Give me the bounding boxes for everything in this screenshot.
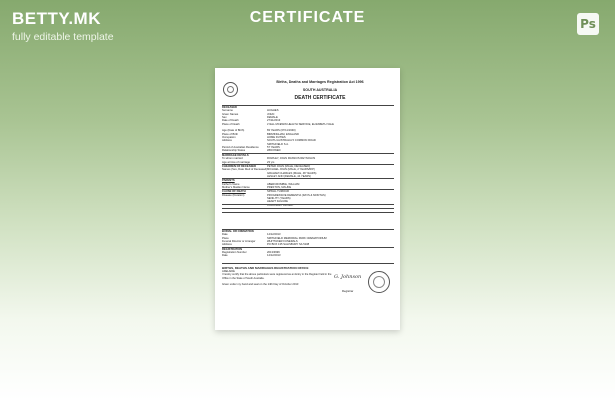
field-label: Registration Number (222, 251, 247, 255)
certificate-field-row (222, 186, 394, 189)
field-value: HOME DUTIES (267, 136, 286, 140)
deceased-details (222, 105, 394, 207)
field-label: Period of Australian Residence (222, 146, 259, 150)
field-value: JOHN (267, 112, 275, 116)
field-label: BURIAL OR CREMATION (222, 230, 254, 233)
field-value: 14/12/2013 (267, 254, 281, 258)
field-label: Disease (Duration) (222, 193, 245, 197)
field-value: SPINAL TUMOUR (267, 190, 289, 194)
field-value: PROGRESSIVE DEMENTIA (DAYS & MONTHS) (267, 193, 326, 197)
field-value: HUGHES (267, 109, 279, 113)
field-label: Age at time of marriage (222, 160, 250, 164)
field-value: 2013/3996 (267, 251, 280, 255)
field-value: SMITHFIELD S.A. (267, 142, 289, 146)
field-label: Funeral Director or Arranger (222, 240, 256, 244)
field-value: 14/12/2013 (267, 233, 281, 237)
certificate-field-row (222, 161, 394, 164)
field-value: MICHAEL JOHN (MALE, 2 YEARS/RIP) (267, 168, 315, 172)
field-value: GRAHAM CHARLES (MALE, 48 YEARS) (267, 171, 317, 175)
page-title: CERTIFICATE (249, 9, 366, 26)
certificate-title: DEATH CERTIFICATE (294, 95, 346, 101)
field-label: Sex (222, 116, 227, 120)
field-value: SENILITY (YEARS) (267, 196, 291, 200)
field-label: Address (222, 139, 232, 143)
field-value: 27/11/2013 (267, 119, 281, 123)
field-value: 83 YEARS (07/11/1930) (267, 129, 296, 133)
blank-line (222, 212, 394, 216)
field-label: MARRIAGE DETAILS (222, 153, 249, 157)
field-label: Date (222, 254, 228, 258)
field-label: CAUSE OF DEATH (222, 190, 246, 194)
field-label: PARENTS (222, 179, 235, 183)
field-value: LYELL MCEWIN HEALTH SERVICE, ELIZABETH VALE (267, 122, 334, 126)
field-label: Father's Name (222, 182, 240, 186)
field-value: LESLEY ANN (FEMALE, 44 YEARS) (267, 174, 311, 178)
field-value: WHITTAKER FUNERALS (267, 240, 298, 244)
field-label (222, 175, 267, 178)
certificate-field-row (222, 149, 394, 152)
field-label: CHILDREN OF DECEASED (222, 164, 257, 168)
coat-of-arms-icon (223, 82, 238, 97)
certificate-field-row (222, 175, 394, 178)
field-label: Date of Death (222, 119, 239, 123)
certificate-field-row (222, 243, 394, 246)
brand-tagline: fully editable template (12, 31, 114, 43)
field-label: Place of Birth (222, 132, 238, 136)
field-value: ABERCROMBIE, WILLIAM (267, 182, 300, 186)
field-value: PRESTON, MAUDE (267, 185, 292, 189)
act-heading: Births, Deaths and Marriages Registration Act 1996 (276, 80, 364, 84)
field-value: 23 yrs (267, 160, 275, 164)
field-label: Address (222, 243, 232, 247)
field-label: Mother's Maiden Name (222, 185, 250, 189)
field-value: BIRMINGHAM, ENGLAND (267, 132, 299, 136)
photoshop-icon: Ps (577, 13, 599, 35)
field-label: Surname (222, 109, 233, 113)
field-value: SOUTH AUSTRALIA 5 COMMON ROAD (267, 139, 316, 143)
registry-location: ADELAIDE (222, 270, 235, 273)
field-label: To whom married (222, 157, 243, 161)
field-value: PETER JOHN (MALE, DECEASED) (267, 164, 311, 168)
registrar-label: Registrar (342, 289, 354, 293)
field-label: Occupation (222, 136, 236, 140)
official-seal-icon (368, 271, 390, 293)
field-label: Place (222, 236, 229, 240)
field-value: PO BOX 135 SALISBURY SA 5108 (267, 243, 310, 247)
field-label: Date (222, 233, 228, 237)
field-label: REGISTRATION (222, 247, 243, 251)
field-value: 57 YEARS (267, 146, 280, 150)
certificate-field-row (222, 254, 394, 257)
field-value: SMITHFIELD MEMORIAL PARK CREMATORIUM (267, 236, 327, 240)
field-label: Names (Sex, Date Died of Deceased) (222, 168, 267, 172)
state-heading: SOUTH AUSTRALIA (302, 88, 338, 92)
registrar-signature: G. Johnson (334, 274, 362, 280)
field-value: WIDOWED (267, 149, 281, 153)
burial-details (222, 229, 394, 258)
field-label: Age (Date of Birth) (222, 129, 245, 133)
field-value: ROWLEY, JOHN FRANCIS REYNOLDS (267, 157, 316, 161)
field-label: Given Names (222, 112, 239, 116)
field-value: CORONARY ARTERY (267, 203, 294, 207)
registry-office: BIRTHS, DEATHS AND MARRIAGES REGISTRATION OFFICE (222, 266, 309, 270)
certification-text: I hereby certify that the above particulars were registered as an Entry in the Register held in the Office in the State of South Australia. (222, 273, 332, 280)
field-label: Relationship Status (222, 149, 246, 153)
field-value: FEMALE (267, 116, 278, 120)
certificate-footer (222, 263, 394, 293)
field-label: Place of Death (222, 122, 240, 126)
certification-date: Given under my hand and seal on the 14th Day of October 2013 (222, 282, 299, 286)
certificate-document (215, 68, 400, 330)
field-value: HEART FAILURE (267, 200, 288, 204)
field-label: DECEASED (222, 106, 237, 109)
brand-logo: BETTY.MK (12, 9, 101, 28)
